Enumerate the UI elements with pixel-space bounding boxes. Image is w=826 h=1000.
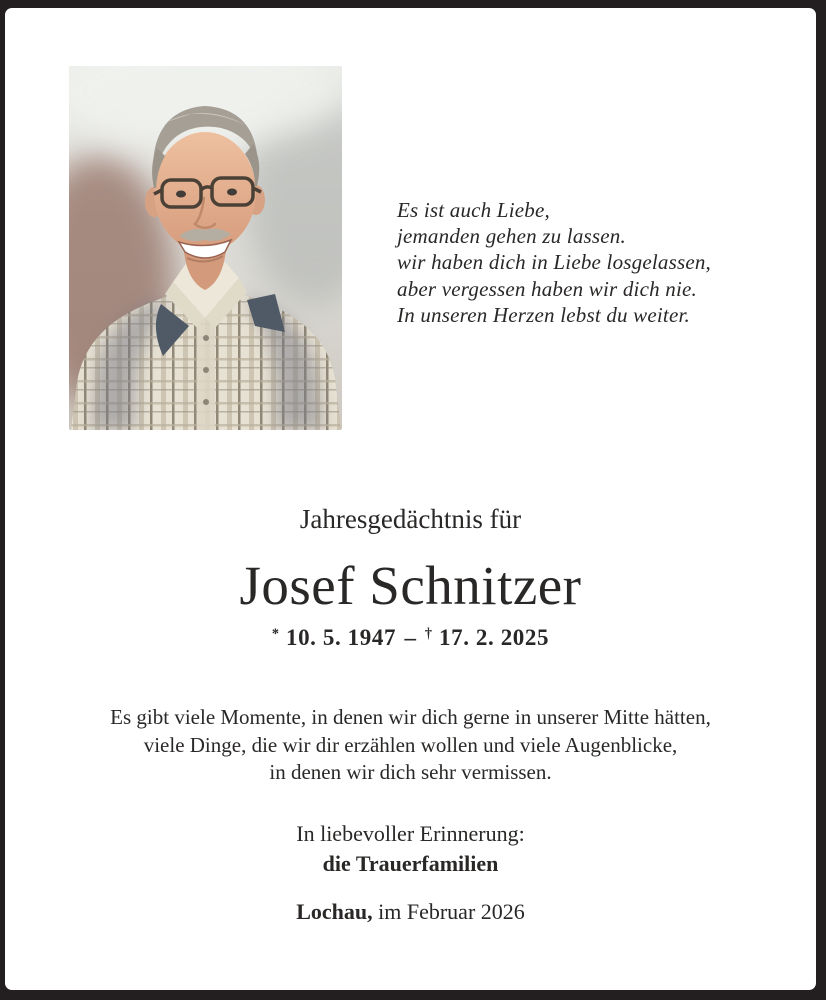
birth-date: 10. 5. 1947 — [285, 625, 397, 650]
mourning-family-line: die Trauerfamilien — [322, 851, 499, 876]
message-line: viele Dinge, die wir dir erzählen wollen und viele Augenblicke, — [143, 732, 678, 757]
portrait-photo-illustration — [69, 66, 342, 430]
message-line: Es gibt viele Momente, in denen wir dich gerne in unserer Mitte hätten, — [110, 705, 711, 729]
life-dates — [5, 625, 816, 651]
death-cross-symbol: † — [424, 625, 433, 642]
obituary-card — [5, 8, 816, 990]
place-name: Lochau, — [296, 899, 373, 924]
poem-line: wir haben dich in Liebe losgelassen, — [397, 250, 712, 275]
deceased-name: Josef Schnitzer — [239, 555, 582, 616]
memorial-poem — [397, 197, 711, 328]
birth-star-symbol: * — [271, 625, 280, 642]
poem-line: In unseren Herzen lebst du weiter. — [397, 302, 690, 327]
remembrance-line: In liebevoller Erinnerung: — [296, 821, 525, 846]
poem-line: jemanden gehen zu lassen. — [397, 224, 626, 249]
poem-line: Es ist auch Liebe, — [397, 198, 550, 222]
memorial-intro: Jahresgedächtnis für — [299, 504, 522, 534]
notice-date: im Februar 2026 — [378, 899, 525, 924]
poem-line: aber vergessen haben wir dich nie. — [397, 276, 697, 301]
portrait-photo — [69, 66, 342, 430]
death-date: 17. 2. 2025 — [439, 625, 550, 650]
place-date-line — [5, 899, 816, 925]
dates-separator: – — [404, 625, 417, 650]
memorial-message — [5, 704, 816, 787]
message-line: in denen wir dich sehr vermissen. — [269, 760, 552, 784]
